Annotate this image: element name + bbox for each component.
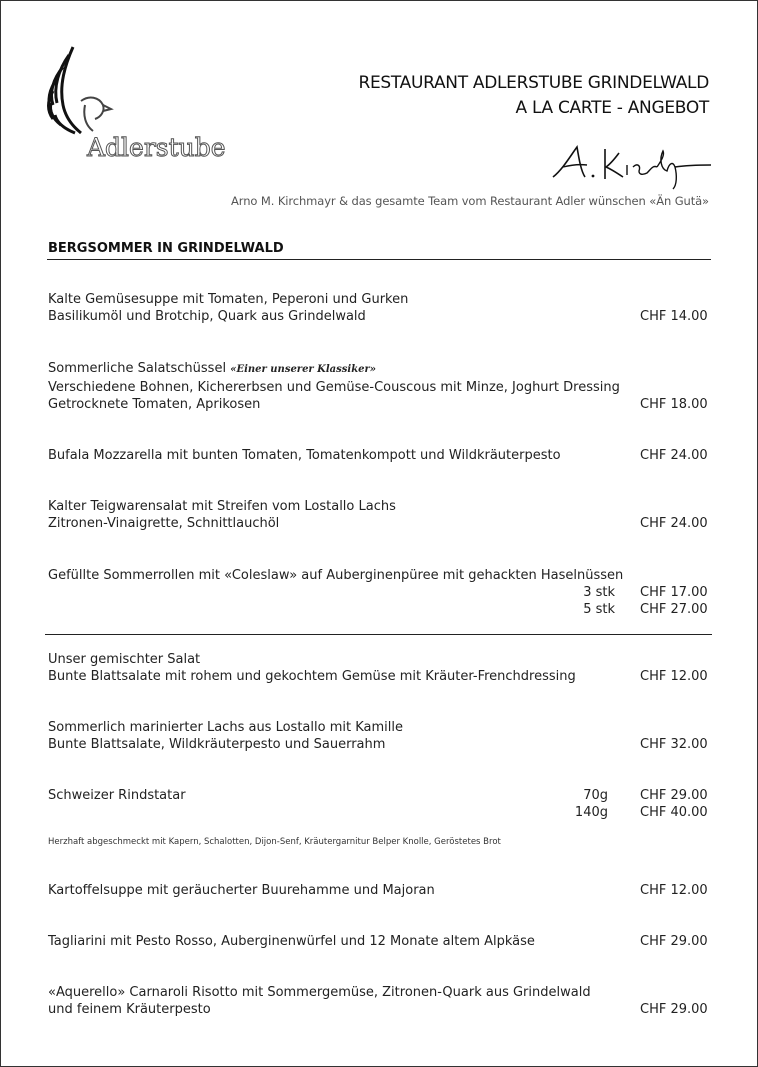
item-5-price-2: CHF 27.00 — [640, 602, 708, 617]
signature-image — [549, 141, 714, 191]
item-2-description-2: Getrocknete Tomaten, Aprikosen — [48, 397, 261, 412]
section-divider — [47, 259, 711, 260]
item-4-price: CHF 24.00 — [640, 516, 708, 531]
item-7-title: Sommerlich marinierter Lachs aus Lostallo mit Kamille — [48, 720, 403, 735]
item-11-title: «Aquerello» Carnaroli Risotto mit Sommergemüse, Zitronen-Quark aus Grindelwald — [48, 985, 591, 1000]
item-2-price: CHF 18.00 — [640, 397, 708, 412]
menu-subtitle: A LA CARTE - ANGEBOT — [515, 98, 709, 118]
item-9-title: Kartoffelsuppe mit geräucherter Buurehamme und Majoran — [48, 883, 435, 898]
item-2-description: Verschiedene Bohnen, Kichererbsen und Gemüse-Couscous mit Minze, Joghurt Dressing — [48, 380, 620, 395]
item-11-price: CHF 29.00 — [640, 1002, 708, 1017]
item-2-title — [48, 361, 376, 376]
item-5-price-1: CHF 17.00 — [640, 585, 708, 600]
item-5-qty-2: 5 stk — [583, 602, 615, 617]
tagline: Arno M. Kirchmayr & das gesamte Team vom Restaurant Adler wünschen «Än Gutä» — [231, 194, 709, 208]
menu-divider — [45, 634, 712, 635]
item-7-price: CHF 32.00 — [640, 737, 708, 752]
item-6-description: Bunte Blattsalate mit rohem und gekochtem Gemüse mit Kräuter-Frenchdressing — [48, 669, 576, 684]
item-1-description: Basilikumöl und Brotchip, Quark aus Grindelwald — [48, 309, 366, 324]
item-8-note: Herzhaft abgeschmeckt mit Kapern, Schalotten, Dijon-Senf, Kräutergarnitur Belper Knolle, Geröstetes Brot — [48, 837, 501, 847]
item-9-price: CHF 12.00 — [640, 883, 708, 898]
section-title: BERGSOMMER IN GRINDELWALD — [48, 241, 284, 256]
item-3-price: CHF 24.00 — [640, 448, 708, 463]
item-6-title: Unser gemischter Salat — [48, 652, 201, 667]
item-8-price-1: CHF 29.00 — [640, 788, 708, 803]
logo-text: Adlerstube — [87, 133, 226, 162]
item-6-price: CHF 12.00 — [640, 669, 708, 684]
item-8-qty-2: 140g — [574, 805, 608, 820]
item-3-title: Bufala Mozzarella mit bunten Tomaten, Tomatenkompott und Wildkräuterpesto — [48, 448, 561, 463]
item-8-price-2: CHF 40.00 — [640, 805, 708, 820]
item-10-price: CHF 29.00 — [640, 934, 708, 949]
item-2-name: Sommerliche Salatschüssel — [48, 361, 227, 376]
item-5-title: Gefüllte Sommerrollen mit «Coleslaw» auf Auberginenpüree mit gehackten Haselnüssen — [48, 568, 624, 583]
item-2-badge: «Einer unserer Klassiker» — [230, 364, 377, 375]
item-1-price: CHF 14.00 — [640, 309, 708, 324]
item-8-qty-1: 70g — [583, 788, 608, 803]
item-4-description: Zitronen-Vinaigrette, Schnittlauchöl — [48, 516, 280, 531]
item-7-description: Bunte Blattsalate, Wildkräuterpesto und Sauerrahm — [48, 737, 386, 752]
item-5-qty-1: 3 stk — [583, 585, 615, 600]
item-4-title: Kalter Teigwarensalat mit Streifen vom Lostallo Lachs — [48, 499, 396, 514]
item-11-description: und feinem Kräuterpesto — [48, 1002, 211, 1017]
restaurant-title: RESTAURANT ADLERSTUBE GRINDELWALD — [358, 73, 709, 93]
item-10-title: Tagliarini mit Pesto Rosso, Auberginenwürfel und 12 Monate altem Alpkäse — [48, 934, 535, 949]
item-8-title: Schweizer Rindstatar — [48, 788, 186, 803]
item-1-title: Kalte Gemüsesuppe mit Tomaten, Peperoni und Gurken — [48, 292, 409, 307]
